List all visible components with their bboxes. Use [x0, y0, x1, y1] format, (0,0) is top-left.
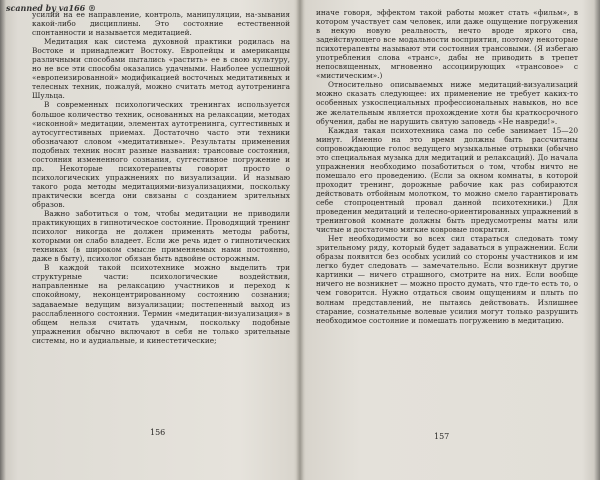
paragraph: иначе говоря, эффектом такой работы может стать «фильм», в котором участвует сам человек, или даже ощущение погружения в некую новую реальность, нечто вроде яркого сна, задействующего все модальности восприятия, поэтому некоторые психотерапевты называют эти состояния трансовыми. (Я избегаю употребления слова «транс», дабы не приводить в трепет непосвященных, мгновенно ассоциирующих «трансовое» с «мистическим».): [316, 8, 578, 81]
right-page-text: [316, 8, 578, 325]
paragraph: усилий на ее направление, контроль, манипуляции, на-зывания какой-либо дисциплины. Это состояние естественной спонтанности и называется медитацией.: [32, 10, 290, 38]
paragraph: В каждой такой психотехнике можно выделить три структурные части: психологические воздействия, направленные на релаксацию участников и переход к спокойному, неконцентрированному состоянию сознания; задаваемые ведущим визуализации; постепенный выход из расслабленного состояния. Термин «медитация-визуализация» в общем нельзя считать удачным, поскольку подобные упражнения обычно включают в себя не только зрительные системы, но и аудиальные, и кинестетические;: [32, 263, 290, 345]
book-gutter: [296, 0, 304, 480]
paragraph: Относительно описываемых ниже медитаций-визуализаций можно сказать следующее: их применение не требует каких-то особенных узкоспециальных профессиональных навыков, но все же желательным является прохождение хотя бы краткосрочного обучения, дабы не нарушить святую заповедь «Не навреди!».: [316, 80, 578, 126]
paragraph: Важно заботиться о том, чтобы медитации не приводили практикующих в гипнотическое состояние. Проводящий тренинг психолог никогда не должен применять методы работы, которыми он слабо владеет. Если же речь идет о гипнотических техниках (в широком смысле применяемых нами постоянно, даже в быту), психолог обязан быть вдвойне осторожным.: [32, 209, 290, 264]
left-page-text: [32, 10, 290, 345]
page-number-right: 157: [434, 432, 450, 441]
page-number-left: 156: [150, 428, 166, 437]
paragraph: В современных психологических тренингах используется большое количество техник, основанных на релаксации, методах «исконной» медитации, элементах аутотренинга, суггестивных и аутосуггестивных приемах. Достаточно часто эти техники обозначают словом «медитативные». Результаты применения подобных техник носят разные названия: трансовые состояния, состояния измененного сознания, суггестивное погружение и пр. Некоторые психотерапевты говорят просто о психологических упражнениях по визуализации. И называю такого рода методы медитациями-визуализациями, поскольку практически всегда они связаны с созданием зрительных образов.: [32, 100, 290, 209]
scan-edge-right: [594, 0, 600, 480]
paragraph: Каждая такая психотехника сама по себе занимает 15—20 минут. Именно на это время должны быть рассчитаны сопровождающие голос ведущего музыкальные отрывки (обычно это специальная музыка для медитаций и релаксаций). До начала упражнения необходимо позаботиться о том, чтобы ничто не помешало его проведению. (Если за окном комнаты, в которой проходит тренинг, дорожные рабочие как раз собираются действовать отбойным молотком, то можно смело гарантировать себе стопроцентный провал данной психотехники.) Для проведения медитаций и телесно-ориентированных упражнений в тренинговой комнате должны быть предусмотрены маты или чистые и достаточно мягкие ковровые покрытия.: [316, 125, 578, 235]
scanner-watermark: scanned by va166 ®: [6, 3, 97, 13]
paragraph: Медитация как система духовной практики родилась на Востоке и принадлежит Востоку. Европейцы и американцы различными способами пытались «растить» ее в свою культуру, но не все эти способы оказались удачными. Наиболее успешной «европеизированной» модификацией восточных медитативных и телесных техник, пожалуй, можно считать метод аутотренинга Шульца.: [32, 37, 290, 101]
paragraph: Нет необходимости во всех сил стараться следовать тому зрительному ряду, который будет задаваться в упражнении. Если образы появятся без особых усилий со стороны участников и им легко будет следовать — замечательно. Если возникнут другие картинки — ничего страшного, смотрите на них. Если вообще ничего не возникнет — можно просто думать, что где-то есть то, о чем говорится. Нужно отдаться своим ощущениям и плыть по волнам представлений, не пытаясь действовать. Излишнее старание, сознательные волевые усилия могут только разрушить необходимое состояние и помешать погружению в медитацию.: [316, 234, 578, 325]
scan-edge-left: [0, 0, 6, 480]
